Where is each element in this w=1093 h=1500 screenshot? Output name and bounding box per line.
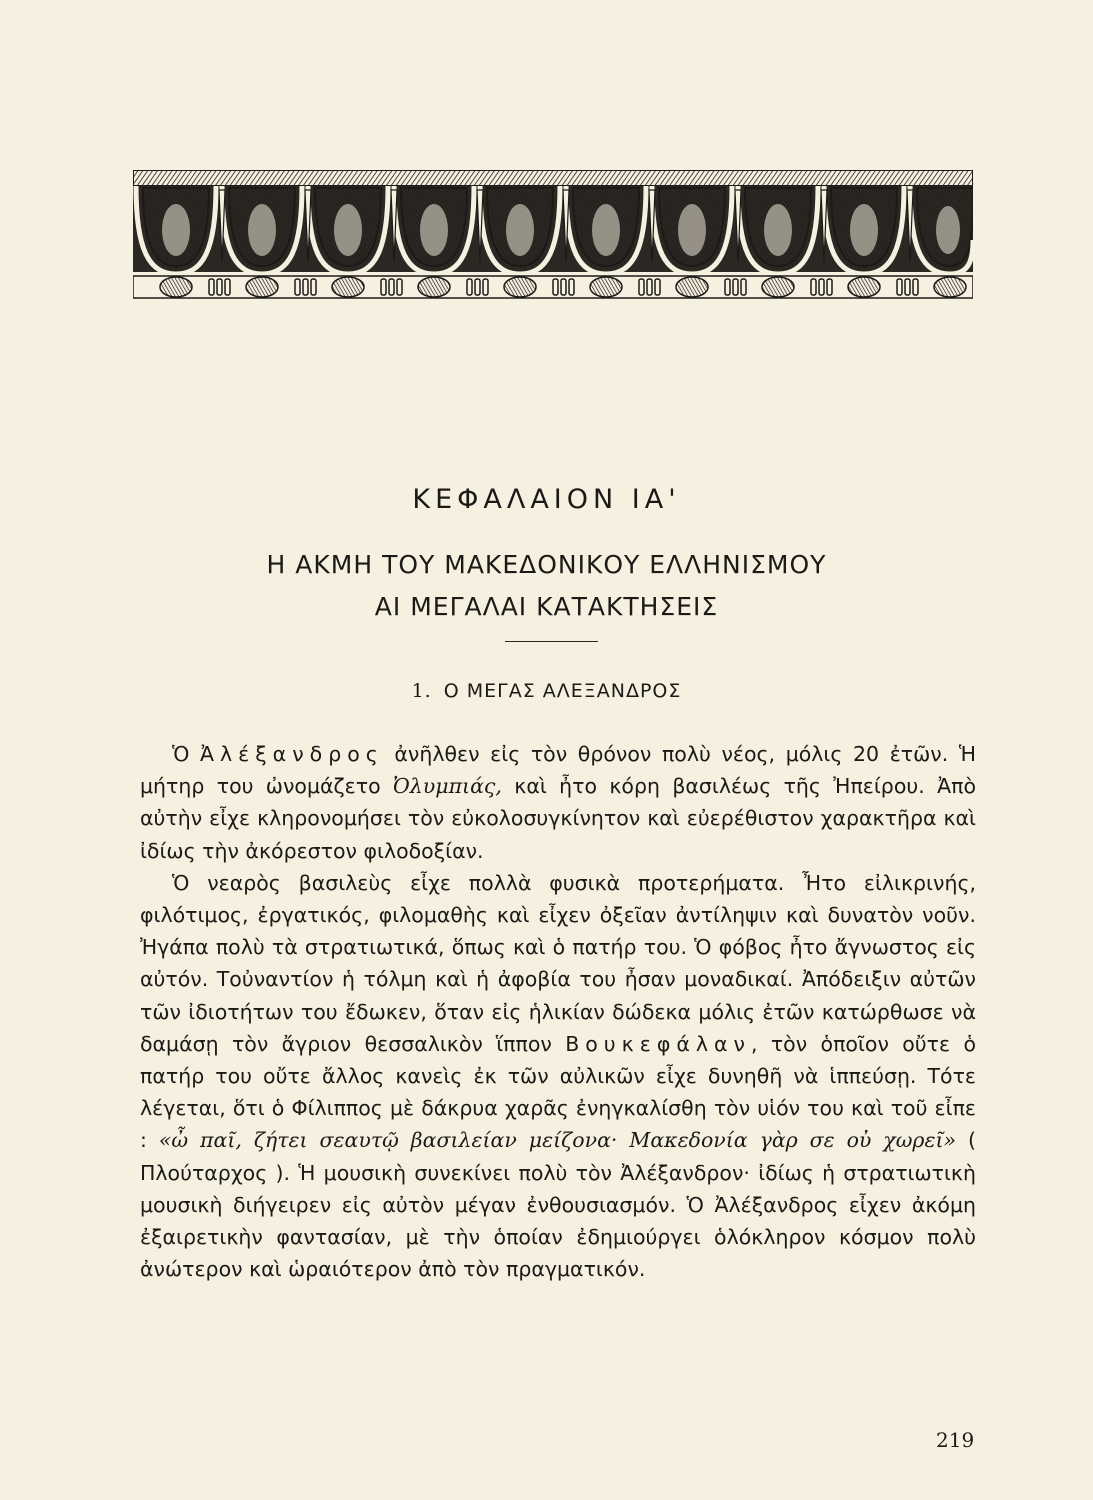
chapter-title-line-1: Η ΑΚΜΗ ΤΟΥ ΜΑΚΕΔΟΝΙΚΟΥ ΕΛΛΗΝΙΣΜΟΥ (266, 550, 827, 579)
paragraph-2 (140, 867, 976, 1286)
chapter-title-line-2: ΑΙ ΜΕΓΑΛΑΙ ΚΑΤΑΚΤΗΣΕΙΣ (374, 592, 719, 621)
paragraph-1-text: ἀνῆλθεν εἰς τὸν θρόνον πολὺ νέος, μόλις 20 ἐτῶν. Ἡ μήτηρ του ὠνομάζετο (140, 742, 976, 799)
page-number: 219 (936, 1428, 975, 1452)
section-heading (0, 680, 1093, 702)
name-boukefalas: Βουκεφάλαν (565, 1031, 751, 1056)
paragraph-2-text: , τὸν ὁποῖον οὔτε ὁ πατήρ του οὔτε ἄλλος κανεὶς ἐκ τῶν αὐλικῶν εἶχε δυνηθῆ νὰ ἱππεύσῃ. Τότε λέγεται, ὅτι ὁ Φίλιππος μὲ δάκρυα χαρᾶς ἐνηγκαλίσθη τὸν υἱόν του καὶ τοῦ εἶπε : (140, 1031, 976, 1153)
title-divider (505, 641, 598, 642)
paragraph-2-text: Ὁ νεαρὸς βασιλεὺς εἶχε πολλὰ φυσικὰ προτερήματα. Ἦτο εἰλικρινής, φιλότιμος, ἐργατικός, φιλομαθὴς καὶ εἶχεν ὀξεῖαν ἀντίληψιν καὶ δυνατὸν νοῦν. Ἠγάπα πολὺ τὰ στρατιωτικά, ὅπως καὶ ὁ πατήρ του. Ὁ φόβος ἦτο ἄγνωστος εἰς αὐτόν. Τοὐναντίον ἡ τόλμη καὶ ἡ ἀφοβία του ἦσαν μοναδικαί. Ἀπόδειξιν αὐτῶν τῶν ἰδιοτήτων του ἔδωκεν, ὅταν εἰς ἡλικίαν δώδεκα μόλις ἐτῶν κατώρθωσε νὰ δαμάσῃ τὸν ἄγριον θεσσαλικὸν ἵππον (140, 870, 976, 1056)
section-number: 1. (411, 680, 432, 702)
paragraph-1-text: Ὁ (172, 742, 201, 766)
chapter-label: ΚΕΦΑΛΑΙΟΝ ΙΑ' (412, 484, 681, 515)
body-text (140, 738, 976, 1285)
paragraph-2-text: ( Πλούταρχος ). Ἡ μουσικὴ συνεκίνει πολὺ τὸν Ἀλέξανδρον· ἰδίως ἡ στρατιωτικὴ μουσικὴ διήγειρεν εἰς αὐτὸν μέγαν ἐνθουσιασμόν. Ὁ Ἀλέξανδρος εἶχεν ἀκόμη ἐξαιρετικὴν φαντασίαν, μὲ τὴν ὁποίαν ἐδημιούργει ὁλόκληρον κόσμον πολὺ ἀνώτερον καὶ ὡραιότερον ἀπὸ τὸν πραγματικόν. (140, 1128, 976, 1282)
section-title: Ο ΜΕΓΑΣ ΑΛΕΞΑΝΔΡΟΣ (443, 680, 682, 702)
egg-and-dart-frieze-icon (133, 170, 973, 300)
paragraph-1-text: καὶ ἦτο κόρη βασιλέως τῆς Ἠπείρου. Ἀπὸ αὐτὴν εἶχε κληρονομήσει τὸν εὐκολοσυγκίνητον καὶ εὐερέθιστον χαρακτῆρα καὶ ἰδίως τὴν ἀκόρεστον φιλοδοξίαν. (140, 774, 976, 863)
name-olympias: Ὀλυμπιάς, (392, 774, 502, 799)
plutarch-quote: «ὦ παῖ, ζήτει σεαυτῷ βασιλείαν μείζονα· Μακεδονία γὰρ σε οὐ χωρεῖ» (158, 1128, 957, 1153)
name-alexandros: Ἀλέξανδρος (200, 742, 384, 766)
paragraph-1 (140, 738, 976, 867)
